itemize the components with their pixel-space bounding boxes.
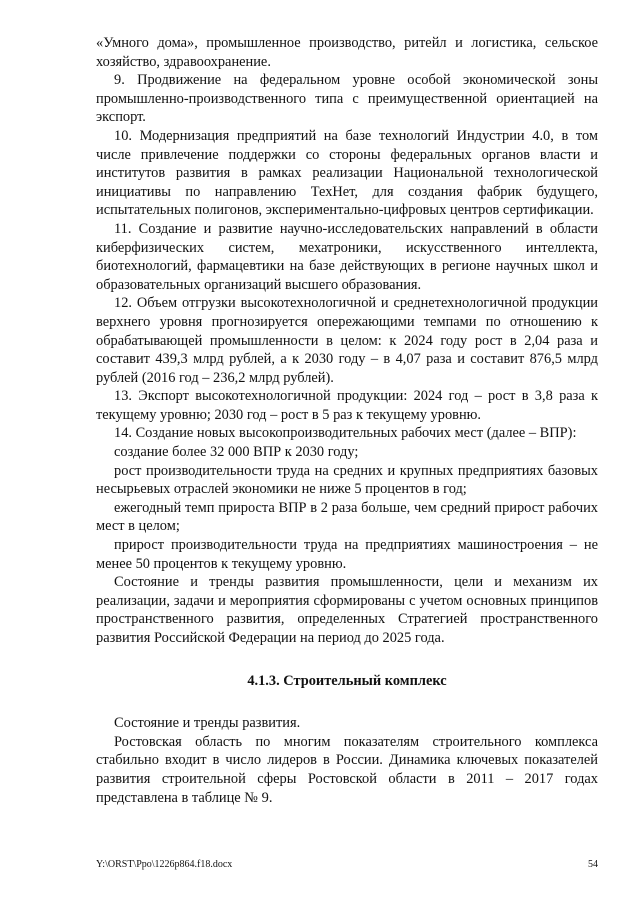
paragraph-sub-item: ежегодный темп прироста ВПР в 2 раза больше, чем средний прирост рабочих мест в целом; — [96, 499, 598, 535]
paragraph-sub-item: прирост производительности труда на предприятиях машиностроения – не менее 50 процентов к текущему уровню. — [96, 537, 598, 572]
paragraph-item-13: 13. Экспорт высокотехнологичной продукции: 2024 год – рост в 3,8 раза к текущему уровню; 2030 год – рост в 5 раз к текущему уровню. — [96, 388, 598, 423]
section-heading: 4.1.3. Строительный комплекс — [247, 672, 447, 689]
paragraph-item-14: 14. Создание новых высокопроизводительных рабочих мест (далее – ВПР): — [114, 425, 577, 442]
paragraph-subheading: Состояние и тренды развития. — [114, 715, 301, 732]
paragraph-sub-item: создание более 32 000 ВПР к 2030 году; — [114, 444, 359, 461]
footer-file-path: Y:\ORST\Ppo\1226p864.f18.docx — [96, 859, 233, 870]
paragraph-summary: Состояние и тренды развития промышленности, цели и механизм их реализации, задачи и мероприятия сформированы с учетом основных принципов пространственного развития, определенных Стратегией пространственного развития Российской Федерации на период до 2025 года. — [96, 574, 598, 646]
paragraph-item-12: 12. Объем отгрузки высокотехнологичной и среднетехнологичной продукции верхнего уровня прогнозируется опережающими темпами по отношению к обрабатывающей промышленности в целом: к 2024 году рост в 2,04 раза и составит 439,3 млрд рублей, а к 2030 году – в 4,07 раза и составит 876,5 млрд рублей (2016 год – 236,2 млрд рублей). — [96, 295, 598, 386]
footer-page-number: 54 — [588, 859, 598, 870]
body-text-top — [96, 34, 598, 648]
paragraph-intro: Ростовская область по многим показателям строительного комплекса стабильно входит в число лидеров в России. Динамика ключевых показателей развития строительной сферы Ростовской области в 2011 – 2017 годах представлена в таблице № 9. — [96, 733, 598, 806]
paragraph-item-11: 11. Создание и развитие научно-исследовательских направлений в области киберфизических систем, мехатроники, искусственного интеллекта, биотехнологий, фармацевтики на базе действующих в регионе научных школ и образовательных организаций высшего образования. — [96, 220, 598, 293]
paragraph-item-9: 9. Продвижение на федеральном уровне особой экономической зоны промышленно-производственного типа с преимущественной ориентацией на экспорт. — [96, 72, 598, 126]
body-text-bottom — [96, 714, 598, 807]
paragraph-continuation: «Умного дома», промышленное производство, ритейл и логистика, сельское хозяйство, здравоохранение. — [96, 35, 598, 70]
paragraph-item-10: 10. Модернизация предприятий на базе технологий Индустрии 4.0, в том числе привлечение поддержки со стороны федеральных органов власти и институтов развития в рамках реализации Национальной технологической инициативы по направлению ТехНет, для создания фабрик будущего, испытательных полигонов, экспериментально-цифровых центров сертификации. — [96, 127, 598, 219]
page-footer — [96, 859, 598, 871]
paragraph-sub-item: рост производительности труда на средних и крупных предприятиях базовых несырьевых отраслей экономики не ниже 5 процентов в год; — [96, 462, 598, 498]
